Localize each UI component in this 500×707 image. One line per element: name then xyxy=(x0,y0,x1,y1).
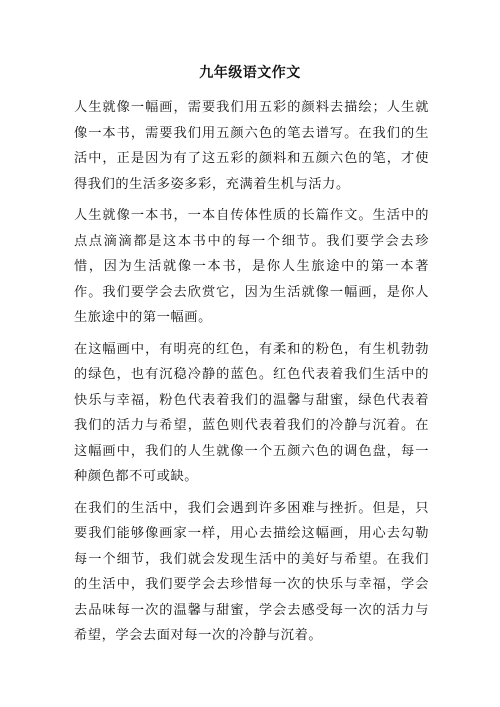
document-body xyxy=(74,95,429,655)
document-title: 九年级语文作文 xyxy=(199,65,301,81)
paragraph-2: 人生就像一本书，一本自传体性质的长篇作文。生活中的点点滴滴都是这本书中的每一个细节。我们要学会去珍惜，因为生活就像一本书，是你人生旅途中的第一本著作。我们要学会去欣赏它，因为生活就像一幅画，是你人生旅途中的第一幅画。 xyxy=(74,208,429,325)
paragraph-1: 人生就像一幅画，需要我们用五彩的颜料去描绘；人生就像一本书，需要我们用五颜六色的笔去谱写。在我们的生活中，正是因为有了这五彩的颜料和五颜六色的笔，才使得我们的生活多姿多彩，充满着生机与活力。 xyxy=(74,100,429,192)
paragraph-3: 在这幅画中，有明亮的红色，有柔和的粉色，有生机勃勃的绿色，也有沉稳冷静的蓝色。红色代表着我们生活中的快乐与幸福，粉色代表着我们的温馨与甜蜜，绿色代表着我们的活力与希望，蓝色则代表着我们的冷静与沉着。在这幅画中，我们的人生就像一个五颜六色的调色盘，每一种颜色都不可或缺。 xyxy=(74,341,429,484)
paragraph-4: 在我们的生活中，我们会遇到许多困难与挫折。但是，只要我们能够像画家一样，用心去描绘这幅画，用心去勾勒每一个细节，我们就会发现生活中的美好与希望。在我们的生活中，我们要学会去珍惜每一次的快乐与幸福，学会去品味每一次的温馨与甜蜜，学会去感受每一次的活力与希望，学会去面对每一次的冷静与沉着。 xyxy=(74,500,429,643)
